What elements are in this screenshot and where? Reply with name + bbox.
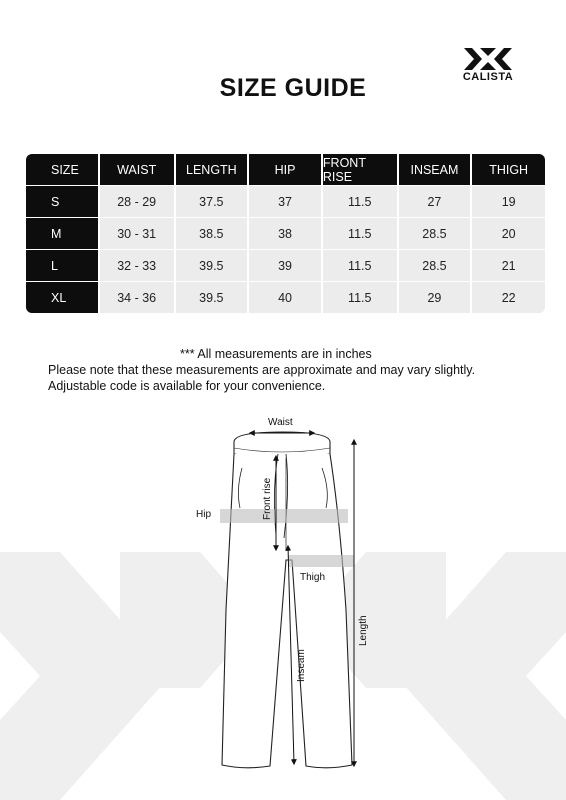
- label-length: Length: [358, 615, 369, 646]
- header-cell-size: SIZE: [26, 154, 98, 185]
- table-cell: 39: [249, 250, 321, 281]
- label-front-rise: Front rise: [262, 477, 273, 520]
- header-cell-length: LENGTH: [176, 154, 248, 185]
- pants-measurement-diagram: [190, 410, 390, 800]
- table-cell: 39.5: [176, 282, 248, 313]
- table-cell: 27: [399, 186, 471, 217]
- size-label: XL: [26, 282, 98, 313]
- table-cell: 39.5: [176, 250, 248, 281]
- table-cell: 38.5: [176, 218, 248, 249]
- size-table: [26, 154, 545, 313]
- table-cell: 11.5: [323, 186, 397, 217]
- label-hip: Hip: [196, 509, 212, 520]
- table-cell: 30 - 31: [100, 218, 174, 249]
- table-cell: 11.5: [323, 218, 397, 249]
- table-cell: 37: [249, 186, 321, 217]
- note-approximate: Please note that these measurements are approximate and may vary slightly.: [48, 363, 476, 377]
- table-cell: 38: [249, 218, 321, 249]
- header-cell-thigh: THIGH: [472, 154, 545, 185]
- size-label: S: [26, 186, 98, 217]
- label-inseam: Inseam: [296, 649, 307, 682]
- table-cell: 40: [249, 282, 321, 313]
- table-cell: 28 - 29: [100, 186, 174, 217]
- measurement-notes: [48, 346, 528, 394]
- note-units: *** All measurements are in inches: [180, 347, 372, 361]
- calista-logo-icon: [462, 48, 514, 70]
- table-cell: 28.5: [399, 250, 471, 281]
- table-cell: 21: [472, 250, 545, 281]
- size-label: L: [26, 250, 98, 281]
- table-row: [26, 218, 545, 249]
- table-row: [26, 282, 545, 313]
- table-cell: 37.5: [176, 186, 248, 217]
- table-cell: 28.5: [399, 218, 471, 249]
- header-cell-waist: WAIST: [100, 154, 174, 185]
- table-cell: 22: [472, 282, 545, 313]
- header-cell-inseam: INSEAM: [399, 154, 471, 185]
- brand-name: CALISTA: [462, 71, 514, 83]
- page-title: SIZE GUIDE: [219, 74, 367, 102]
- note-adjustable: Adjustable code is available for your convenience.: [48, 379, 326, 393]
- table-cell: 34 - 36: [100, 282, 174, 313]
- table-row: [26, 250, 545, 281]
- table-cell: 29: [399, 282, 471, 313]
- table-cell: 20: [472, 218, 545, 249]
- table-cell: 19: [472, 186, 545, 217]
- table-cell: 11.5: [323, 250, 397, 281]
- label-thigh: Thigh: [300, 572, 326, 583]
- size-label: M: [26, 218, 98, 249]
- header-cell-front-rise: FRONT RISE: [323, 154, 397, 185]
- table-row: [26, 186, 545, 217]
- table-header-row: [26, 154, 545, 185]
- table-cell: 11.5: [323, 282, 397, 313]
- label-waist: Waist: [268, 417, 293, 428]
- table-cell: 32 - 33: [100, 250, 174, 281]
- header-cell-hip: HIP: [249, 154, 321, 185]
